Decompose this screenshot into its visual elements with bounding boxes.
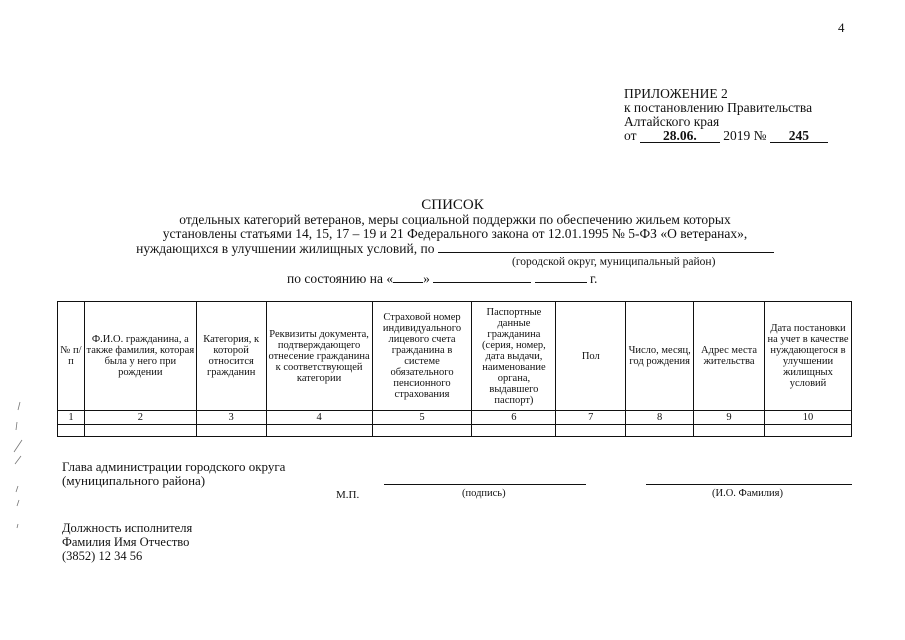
table-cell <box>472 425 556 437</box>
table-cell <box>626 425 694 437</box>
header-cell: Страховой номер индивидуального лицевого счета гражданина в системе обязательного пенсионного страхования <box>372 302 472 411</box>
appendix-date-line <box>624 129 828 143</box>
table-cell <box>196 425 266 437</box>
name-label: (И.О. Фамилия) <box>712 488 783 499</box>
subtitle-line-1: отдельных категорий ветеранов, меры социальной поддержки по обеспечению жильем которых <box>179 212 731 227</box>
column-number: 10 <box>765 411 852 425</box>
table-cell <box>372 425 472 437</box>
column-number: 4 <box>266 411 372 425</box>
margin-marks <box>8 400 28 560</box>
date-value: 28.06. <box>640 129 720 143</box>
column-number: 6 <box>472 411 556 425</box>
table-cell <box>556 425 626 437</box>
appendix-block <box>624 87 828 143</box>
as-of-line <box>287 271 597 287</box>
subtitle-line-2: установлены статьями 14, 15, 17 – 19 и 21 Федерального закона от 12.01.1995 № 5-ФЗ «О ветеранах», <box>162 226 748 241</box>
executor-position: Должность исполнителя <box>62 521 193 535</box>
table-cell <box>694 425 765 437</box>
header-cell: Реквизиты документа, подтверждающего отнесение гражданина к соответствующей категории <box>266 302 372 411</box>
column-number: 1 <box>58 411 85 425</box>
table-cell <box>58 425 85 437</box>
appendix-line-3: Алтайского края <box>624 114 720 129</box>
column-number: 8 <box>626 411 694 425</box>
signature-label: (подпись) <box>462 488 506 499</box>
column-number: 2 <box>84 411 196 425</box>
appendix-title: ПРИЛОЖЕНИЕ 2 <box>624 86 728 101</box>
as-of-suffix: г. <box>589 271 598 286</box>
table-cell <box>266 425 372 437</box>
year-blank <box>535 271 587 283</box>
date-prefix: от <box>624 128 637 143</box>
document-title: СПИСОК <box>421 197 484 213</box>
executor-phone: (3852) 12 34 56 <box>62 549 143 563</box>
head-line-2: (муниципального района) <box>62 473 206 488</box>
district-blank <box>438 241 774 253</box>
number-sign: № <box>753 128 767 143</box>
column-number: 7 <box>556 411 626 425</box>
column-number: 5 <box>372 411 472 425</box>
number-value: 245 <box>770 129 828 143</box>
day-blank <box>393 271 423 283</box>
header-cell: Адрес места жительства <box>694 302 765 411</box>
year: 2019 <box>723 128 751 143</box>
head-of-administration <box>62 460 285 488</box>
table-cell <box>765 425 852 437</box>
column-number-row <box>58 411 852 425</box>
as-of-mid: » <box>423 271 430 286</box>
table-cell <box>84 425 196 437</box>
header-cell: Категория, к которой относится гражданин <box>196 302 266 411</box>
subtitle-line-3-text: нуждающихся в улучшении жилищных условий, по <box>136 241 435 256</box>
subtitle-line-3 <box>60 241 850 256</box>
header-cell: Пол <box>556 302 626 411</box>
document-subtitle <box>60 213 850 256</box>
table-header-row <box>58 302 852 411</box>
head-line-1: Глава администрации городского округа <box>62 459 286 474</box>
executor-name: Фамилия Имя Отчество <box>62 535 190 549</box>
header-cell: № п/п <box>58 302 85 411</box>
executor-block <box>62 521 192 563</box>
month-blank <box>433 271 531 283</box>
column-number: 3 <box>196 411 266 425</box>
district-hint: (городской округ, муниципальный район) <box>512 256 716 268</box>
column-number: 9 <box>694 411 765 425</box>
table-row <box>58 425 852 437</box>
page-number: 4 <box>838 20 845 35</box>
veterans-table <box>57 301 852 437</box>
header-cell: Число, месяц, год рождения <box>626 302 694 411</box>
header-cell: Дата постановки на учет в качестве нуждающегося в улучшении жилищных условий <box>765 302 852 411</box>
name-line <box>646 484 852 485</box>
as-of-prefix: по состоянию на « <box>287 271 394 286</box>
appendix-line-2: к постановлению Правительства <box>624 100 813 115</box>
signature-line <box>384 484 586 485</box>
seal-place: М.П. <box>336 489 360 501</box>
header-cell: Паспортные данные гражданина (серия, номер, дата выдачи, наименование органа, выдавшего паспорт) <box>472 302 556 411</box>
header-cell: Ф.И.О. гражданина, а также фамилия, которая была у него при рождении <box>84 302 196 411</box>
